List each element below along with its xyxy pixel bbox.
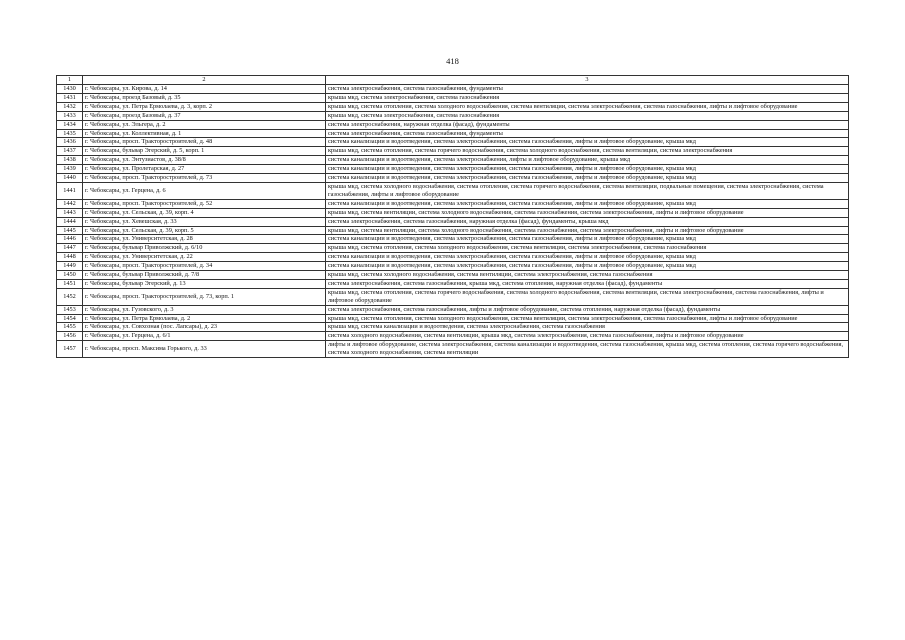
systems-cell: крыша мкд, система отопления, система горячего водоснабжения, система холодного водоснабжения, система вентиляции, система электроснабжения bbox=[326, 147, 849, 156]
address-cell: г. Чебоксары, просп. Тракторостроителей, д. 34 bbox=[83, 262, 326, 271]
table-row bbox=[57, 314, 849, 323]
table-row bbox=[57, 111, 849, 120]
systems-cell: система канализации и водоотведения, система электроснабжения, система газоснабжения, лифты и лифтовое оборудование, крыша мкд bbox=[326, 174, 849, 183]
table-row bbox=[57, 102, 849, 111]
table-row bbox=[57, 93, 849, 102]
systems-cell: крыша мкд, система отопления, система горячего водоснабжения, система холодного водоснабжения, система вентиляции, система электроснабжения, система газоснабжения, лифты и лифтовое оборудование bbox=[326, 288, 849, 305]
row-number-cell: 1430 bbox=[57, 85, 83, 94]
row-number-cell: 1454 bbox=[57, 314, 83, 323]
table-row bbox=[57, 253, 849, 262]
row-number-cell: 1444 bbox=[57, 217, 83, 226]
table-row bbox=[57, 279, 849, 288]
address-cell: г. Чебоксары, просп. Максима Горького, д. 33 bbox=[83, 341, 326, 358]
systems-cell: система канализации и водоотведения, система электроснабжения, система газоснабжения, лифты и лифтовое оборудование, крыша мкд bbox=[326, 253, 849, 262]
systems-cell: крыша мкд, система отопления, система холодного водоснабжения, система вентиляции, система электроснабжения, система газоснабжения bbox=[326, 244, 849, 253]
address-cell: г. Чебоксары, ул. Пролетарская, д. 27 bbox=[83, 165, 326, 174]
systems-cell: крыша мкд, система канализации и водоотведения, система электроснабжения, система газоснабжения bbox=[326, 323, 849, 332]
systems-cell: система электроснабжения, система газоснабжения, наружная отделка (фасад), фундаменты, крыша мкд bbox=[326, 217, 849, 226]
row-number-cell: 1448 bbox=[57, 253, 83, 262]
systems-cell: система канализации и водоотведения, система электроснабжения, система газоснабжения, лифты и лифтовое оборудование, крыша мкд bbox=[326, 262, 849, 271]
header-col-2: 2 bbox=[83, 76, 326, 85]
table-row bbox=[57, 235, 849, 244]
row-number-cell: 1437 bbox=[57, 147, 83, 156]
address-cell: г. Чебоксары, бульвар Эгерский, д. 5, корп. 1 bbox=[83, 147, 326, 156]
row-number-cell: 1436 bbox=[57, 138, 83, 147]
row-number-cell: 1443 bbox=[57, 208, 83, 217]
address-cell: г. Чебоксары, бульвар Приволжский, д. 7/8 bbox=[83, 271, 326, 280]
table-row bbox=[57, 147, 849, 156]
address-cell: г. Чебоксары, просп. Тракторостроителей, д. 73 bbox=[83, 174, 326, 183]
address-cell: г. Чебоксары, проезд Базовый, д. 37 bbox=[83, 111, 326, 120]
table-row bbox=[57, 85, 849, 94]
address-cell: г. Чебоксары, ул. Университетская, д. 22 bbox=[83, 253, 326, 262]
address-cell: г. Чебоксары, ул. Петра Ермолаева, д. 3, корп. 2 bbox=[83, 102, 326, 111]
table-row bbox=[57, 226, 849, 235]
address-cell: г. Чебоксары, ул. Герцена, д. 6/1 bbox=[83, 332, 326, 341]
row-number-cell: 1453 bbox=[57, 305, 83, 314]
row-number-cell: 1439 bbox=[57, 165, 83, 174]
table-row bbox=[57, 217, 849, 226]
address-cell: г. Чебоксары, бульвар Приволжский, д. 6/10 bbox=[83, 244, 326, 253]
building-systems-table bbox=[56, 75, 849, 358]
systems-cell: крыша мкд, система вентиляции, система холодного водоснабжения, система газоснабжения, система электроснабжения, лифты и лифтовое оборудование bbox=[326, 226, 849, 235]
table-body bbox=[57, 85, 849, 358]
systems-cell: система канализации и водоотведения, система электроснабжения, система газоснабжения, лифты и лифтовое оборудование, крыша мкд bbox=[326, 138, 849, 147]
table-row bbox=[57, 199, 849, 208]
address-cell: г. Чебоксары, ул. Совхозная (пос. Лапсары), д. 23 bbox=[83, 323, 326, 332]
address-cell: г. Чебоксары, ул. Хевешская, д. 33 bbox=[83, 217, 326, 226]
systems-cell: система канализации и водоотведения, система электроснабжения, лифты и лифтовое оборудование, крыша мкд bbox=[326, 156, 849, 165]
row-number-cell: 1441 bbox=[57, 182, 83, 199]
systems-cell: крыша мкд, система отопления, система холодного водоснабжения, система вентиляции, система электроснабжения, система газоснабжения, лифты и лифтовое оборудование bbox=[326, 314, 849, 323]
row-number-cell: 1433 bbox=[57, 111, 83, 120]
systems-cell: система электроснабжения, система газоснабжения, фундаменты bbox=[326, 85, 849, 94]
address-cell: г. Чебоксары, ул. Сельская, д. 39, корп. 4 bbox=[83, 208, 326, 217]
table-row bbox=[57, 120, 849, 129]
systems-cell: крыша мкд, система электроснабжения, система газоснабжения bbox=[326, 111, 849, 120]
address-cell: г. Чебоксары, ул. Коллективная, д. 1 bbox=[83, 129, 326, 138]
systems-cell: система электроснабжения, система газоснабжения, лифты и лифтовое оборудование, система отопления, наружная отделка (фасад), фундаменты bbox=[326, 305, 849, 314]
address-cell: г. Чебоксары, ул. Петра Ермолаева, д. 2 bbox=[83, 314, 326, 323]
table-row bbox=[57, 262, 849, 271]
table-row bbox=[57, 323, 849, 332]
table-row bbox=[57, 332, 849, 341]
systems-cell: система канализации и водоотведения, система электроснабжения, система газоснабжения, лифты и лифтовое оборудование, крыша мкд bbox=[326, 199, 849, 208]
address-cell: г. Чебоксары, ул. Герцена, д. 6 bbox=[83, 182, 326, 199]
row-number-cell: 1431 bbox=[57, 93, 83, 102]
table-row bbox=[57, 182, 849, 199]
row-number-cell: 1452 bbox=[57, 288, 83, 305]
table-row bbox=[57, 271, 849, 280]
systems-cell: система канализации и водоотведения, система электроснабжения, система газоснабжения, лифты и лифтовое оборудование, крыша мкд bbox=[326, 165, 849, 174]
address-cell: г. Чебоксары, бульвар Эгерский, д. 13 bbox=[83, 279, 326, 288]
header-col-3: 3 bbox=[326, 76, 849, 85]
address-cell: г. Чебоксары, ул. Энтузиастов, д. 38/8 bbox=[83, 156, 326, 165]
systems-cell: система электроснабжения, наружная отделка (фасад), фундаменты bbox=[326, 120, 849, 129]
table-row bbox=[57, 341, 849, 358]
row-number-cell: 1440 bbox=[57, 174, 83, 183]
systems-cell: крыша мкд, система вентиляции, система холодного водоснабжения, система газоснабжения, система электроснабжения, лифты и лифтовое оборудование bbox=[326, 208, 849, 217]
address-cell: г. Чебоксары, ул. Гузовского, д. 3 bbox=[83, 305, 326, 314]
address-cell: г. Чебоксары, ул. Кирова, д. 14 bbox=[83, 85, 326, 94]
table-row bbox=[57, 288, 849, 305]
header-row bbox=[57, 76, 849, 85]
address-cell: г. Чебоксары, ул. Университетская, д. 28 bbox=[83, 235, 326, 244]
systems-cell: крыша мкд, система холодного водоснабжения, система отопления, система горячего водоснабжения, система вентиляции, подвальные помещения, система электроснабжения, система газоснабжения, лифты и лифтовое оборудование bbox=[326, 182, 849, 199]
table-header bbox=[57, 76, 849, 85]
address-cell: г. Чебоксары, ул. Эльгера, д. 2 bbox=[83, 120, 326, 129]
table-row bbox=[57, 156, 849, 165]
row-number-cell: 1455 bbox=[57, 323, 83, 332]
address-cell: г. Чебоксары, просп. Тракторостроителей, д. 73, корп. 1 bbox=[83, 288, 326, 305]
row-number-cell: 1446 bbox=[57, 235, 83, 244]
systems-cell: крыша мкд, система отопления, система холодного водоснабжения, система вентиляции, система электроснабжения, система газоснабжения, лифты и лифтовое оборудование bbox=[326, 102, 849, 111]
row-number-cell: 1435 bbox=[57, 129, 83, 138]
row-number-cell: 1438 bbox=[57, 156, 83, 165]
systems-cell: система электроснабжения, система газоснабжения, фундаменты bbox=[326, 129, 849, 138]
row-number-cell: 1450 bbox=[57, 271, 83, 280]
row-number-cell: 1451 bbox=[57, 279, 83, 288]
row-number-cell: 1445 bbox=[57, 226, 83, 235]
page-number: 418 bbox=[446, 56, 459, 66]
row-number-cell: 1456 bbox=[57, 332, 83, 341]
row-number-cell: 1447 bbox=[57, 244, 83, 253]
address-cell: г. Чебоксары, просп. Тракторостроителей, д. 48 bbox=[83, 138, 326, 147]
table-row bbox=[57, 129, 849, 138]
row-number-cell: 1449 bbox=[57, 262, 83, 271]
systems-cell: система холодного водоснабжения, система вентиляции, крыша мкд, система электроснабжения, система газоснабжения, лифты и лифтовое оборудование bbox=[326, 332, 849, 341]
systems-cell: система электроснабжения, система газоснабжения, крыша мкд, система отопления, наружная отделка (фасад), фундаменты bbox=[326, 279, 849, 288]
address-cell: г. Чебоксары, просп. Тракторостроителей, д. 52 bbox=[83, 199, 326, 208]
row-number-cell: 1442 bbox=[57, 199, 83, 208]
table-row bbox=[57, 305, 849, 314]
row-number-cell: 1432 bbox=[57, 102, 83, 111]
systems-cell: лифты и лифтовое оборудование, система электроснабжения, система канализации и водоотведения, система газоснабжения, крыша мкд, система отопления, система горячего водоснабжения, система холодного водоснабжения, система вентиляции bbox=[326, 341, 849, 358]
table-row bbox=[57, 174, 849, 183]
systems-cell: крыша мкд, система холодного водоснабжения, система вентиляции, система электроснабжения, система газоснабжения bbox=[326, 271, 849, 280]
table-row bbox=[57, 244, 849, 253]
address-cell: г. Чебоксары, ул. Сельская, д. 39, корп. 5 bbox=[83, 226, 326, 235]
systems-cell: система канализации и водоотведения, система электроснабжения, система газоснабжения, лифты и лифтовое оборудование, крыша мкд bbox=[326, 235, 849, 244]
table-row bbox=[57, 208, 849, 217]
address-cell: г. Чебоксары, проезд Базовый, д. 35 bbox=[83, 93, 326, 102]
row-number-cell: 1457 bbox=[57, 341, 83, 358]
row-number-cell: 1434 bbox=[57, 120, 83, 129]
systems-cell: крыша мкд, система электроснабжения, система газоснабжения bbox=[326, 93, 849, 102]
table-row bbox=[57, 138, 849, 147]
header-col-1: 1 bbox=[57, 76, 83, 85]
table-row bbox=[57, 165, 849, 174]
